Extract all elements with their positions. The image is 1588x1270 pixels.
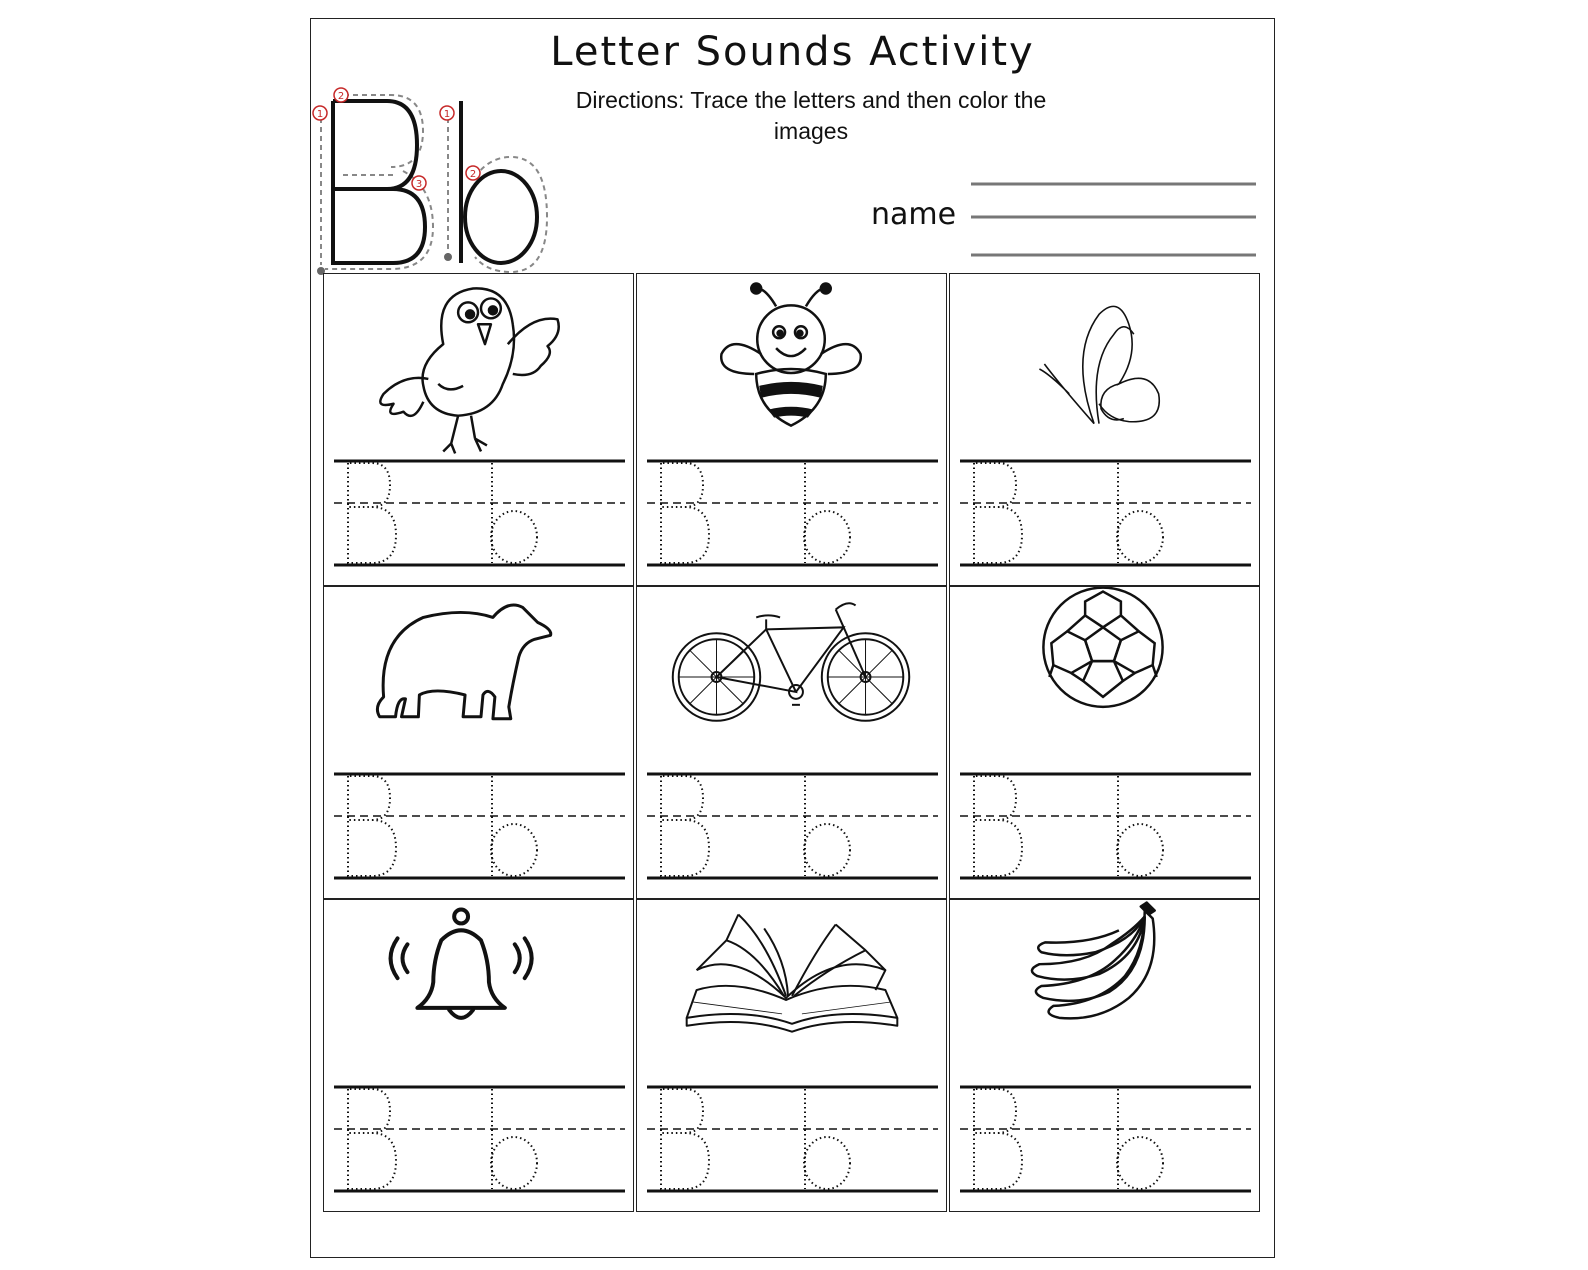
cell-butterfly [949, 273, 1260, 586]
cell-bee [636, 273, 947, 586]
name-writing-lines[interactable] [971, 179, 1271, 269]
bear-icon[interactable] [324, 587, 633, 772]
stroke-number: 1 [316, 109, 324, 120]
bell-icon[interactable] [324, 900, 633, 1085]
tracing-lines[interactable] [647, 1083, 938, 1203]
stroke-number: 2 [337, 91, 345, 102]
cell-banana [949, 899, 1260, 1212]
tracing-lines[interactable] [334, 770, 625, 890]
bird-icon[interactable] [324, 274, 633, 459]
banana-icon[interactable] [950, 900, 1259, 1085]
tracing-lines[interactable] [960, 1083, 1251, 1203]
worksheet [310, 18, 1275, 1258]
tracing-lines[interactable] [960, 770, 1251, 890]
name-label: name [871, 197, 957, 232]
bee-icon[interactable] [637, 274, 946, 459]
tracing-lines[interactable] [334, 1083, 625, 1203]
tracing-lines[interactable] [960, 457, 1251, 577]
tracing-lines[interactable] [647, 457, 938, 577]
cell-bird [323, 273, 634, 586]
tracing-lines[interactable] [334, 457, 625, 577]
directions-text: Directions: Trace the letters and then color the images [575, 87, 1047, 144]
cell-ball [949, 586, 1260, 899]
cell-bicycle [636, 586, 947, 899]
book-icon[interactable] [637, 900, 946, 1085]
stroke-number: 3 [415, 179, 423, 190]
cell-book [636, 899, 947, 1212]
cell-bell [323, 899, 634, 1212]
letter-stroke-guide [311, 67, 571, 279]
tracing-lines[interactable] [647, 770, 938, 890]
stroke-number: 1 [443, 109, 451, 120]
ball-icon[interactable] [950, 587, 1259, 772]
bicycle-icon[interactable] [637, 587, 946, 772]
cell-bear [323, 586, 634, 899]
butterfly-icon[interactable] [950, 274, 1259, 459]
picture-grid [323, 273, 1260, 1212]
worksheet-title: Letter Sounds Activity [550, 29, 1035, 75]
stroke-number: 2 [469, 169, 477, 180]
